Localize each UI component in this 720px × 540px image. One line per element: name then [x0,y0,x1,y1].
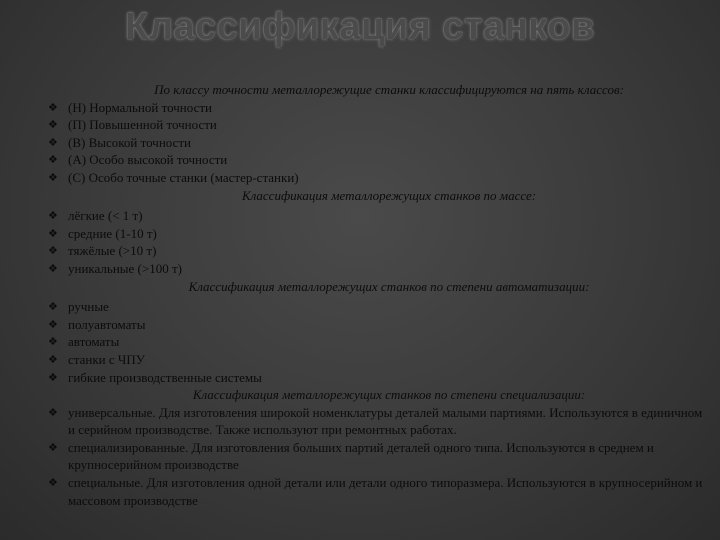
diamond-bullet-icon: ❖ [48,477,58,490]
list-item-specialization: ❖ универсальные. Для изготовления широкой номенклатуры деталей малыми партиями. Используются в единичном и серийном производстве. Также используют при ремонтных работах. [48,404,703,438]
list-item-mass: ❖ лёгкие (< 1 т) [48,208,143,224]
slide-title: Классификация станков [125,6,595,48]
diamond-bullet-icon: ❖ [48,119,58,132]
list-item-automation: ❖ полуавтоматы [48,316,146,332]
list-item-automation: ❖ автоматы [48,334,120,350]
list-item-accuracy: ❖ (В) Высокой точности [48,134,192,150]
list-item-accuracy: ❖ (С) Особо точные станки (мастер-станки) [48,169,299,185]
list-item-automation: ❖ ручные [48,299,109,315]
diamond-bullet-icon: ❖ [48,371,58,384]
diamond-bullet-icon: ❖ [48,406,58,419]
list-item-automation: ❖ станки с ЧПУ [48,351,145,367]
diamond-bullet-icon: ❖ [48,301,58,314]
diamond-bullet-icon: ❖ [48,245,58,258]
list-item-mass: ❖ тяжёлые (>10 т) [48,243,157,259]
list-item-accuracy: ❖ (П) Повышенной точности [48,117,217,133]
list-item-accuracy: ❖ (А) Особо высокой точности [48,152,228,168]
diamond-bullet-icon: ❖ [48,136,58,149]
list-item-automation: ❖ гибкие производственные системы [48,369,262,385]
heading-accuracy: По классу точности металлорежущие станки классифицируются на пять классов: [154,82,624,97]
heading-automation: Классификация металлорежущих станков по степени автоматизации: [188,278,590,294]
heading-mass: Классификация металлорежущих станков по массе: [241,187,537,203]
diamond-bullet-icon: ❖ [48,171,58,184]
diamond-bullet-icon: ❖ [48,336,58,349]
diamond-bullet-icon: ❖ [48,210,58,223]
diamond-bullet-icon: ❖ [48,318,58,331]
list-item-mass: ❖ средние (1-10 т) [48,225,157,241]
diamond-bullet-icon: ❖ [48,441,58,454]
diamond-bullet-icon: ❖ [48,154,58,167]
list-item-specialization: ❖ специальные. Для изготовления одной детали или детали одного типоразмера. Используются в крупносерийном и массовом производстве [48,475,703,508]
list-item-accuracy: ❖ (Н) Нормальной точности [48,99,212,115]
diamond-bullet-icon: ❖ [48,101,58,114]
heading-specialization: Классификация металлорежущих станков по степени специализации: [192,387,586,403]
list-item-specialization: ❖ специализированные. Для изготовления больших партий деталей одного типа. Используются в среднем и крупносерийном производстве [48,439,654,473]
slide-content [48,81,710,509]
list-item-mass: ❖ уникальные (>100 т) [48,260,182,276]
diamond-bullet-icon: ❖ [48,353,58,366]
diamond-bullet-icon: ❖ [48,227,58,240]
diamond-bullet-icon: ❖ [48,262,58,275]
